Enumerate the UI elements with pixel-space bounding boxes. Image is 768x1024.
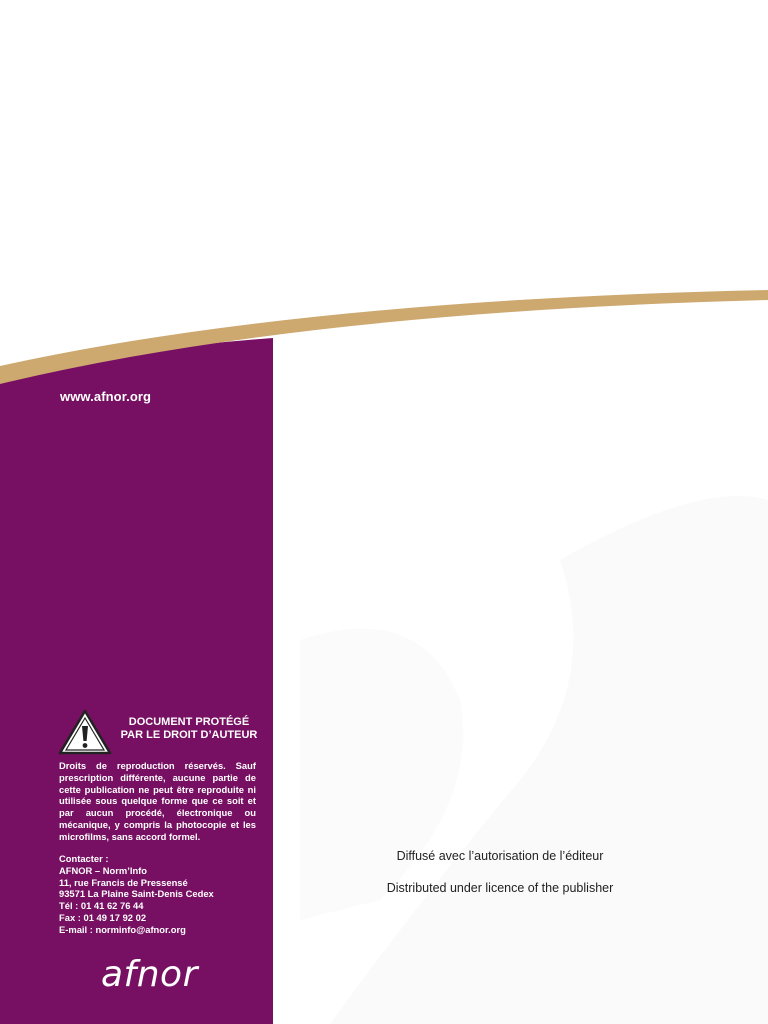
contact-line: 11, rue Francis de Pressensé bbox=[59, 876, 188, 888]
protected-heading bbox=[116, 716, 262, 742]
contact-email[interactable]: E-mail : norminfo@afnor.org bbox=[59, 923, 186, 935]
distribution-notice-fr: Diffusé avec l’autorisation de l’éditeur bbox=[396, 849, 604, 863]
protected-heading-line1: DOCUMENT PROTÉGÉ bbox=[128, 716, 250, 728]
contact-block bbox=[59, 853, 264, 936]
protected-heading-line2: PAR LE DROIT D’AUTEUR bbox=[120, 729, 258, 741]
warning-triangle-icon bbox=[58, 709, 112, 755]
contact-line: 93571 La Plaine Saint-Denis Cedex bbox=[59, 888, 214, 900]
contact-line: AFNOR – Norm’Info bbox=[59, 864, 148, 876]
contact-fax: Fax : 01 49 17 92 02 bbox=[59, 911, 147, 923]
contact-label: Contacter : bbox=[59, 853, 109, 864]
afnor-logo: afnor bbox=[101, 954, 198, 995]
rights-text: Droits de reproduction réservés. Sauf prescription différente, aucune partie de cette publication ne peut être reproduite ni utilisée sous quelque forme que ce soit et par aucun procédé, électronique ou mécanique, y compris la photocopie et les microfilms, sans accord formel. bbox=[59, 760, 256, 842]
website-url[interactable]: www.afnor.org bbox=[60, 389, 152, 404]
distribution-notice-en: Distributed under licence of the publisher bbox=[386, 881, 614, 895]
contact-phone: Tél : 01 41 62 76 44 bbox=[59, 900, 144, 912]
gold-wave bbox=[0, 0, 768, 420]
